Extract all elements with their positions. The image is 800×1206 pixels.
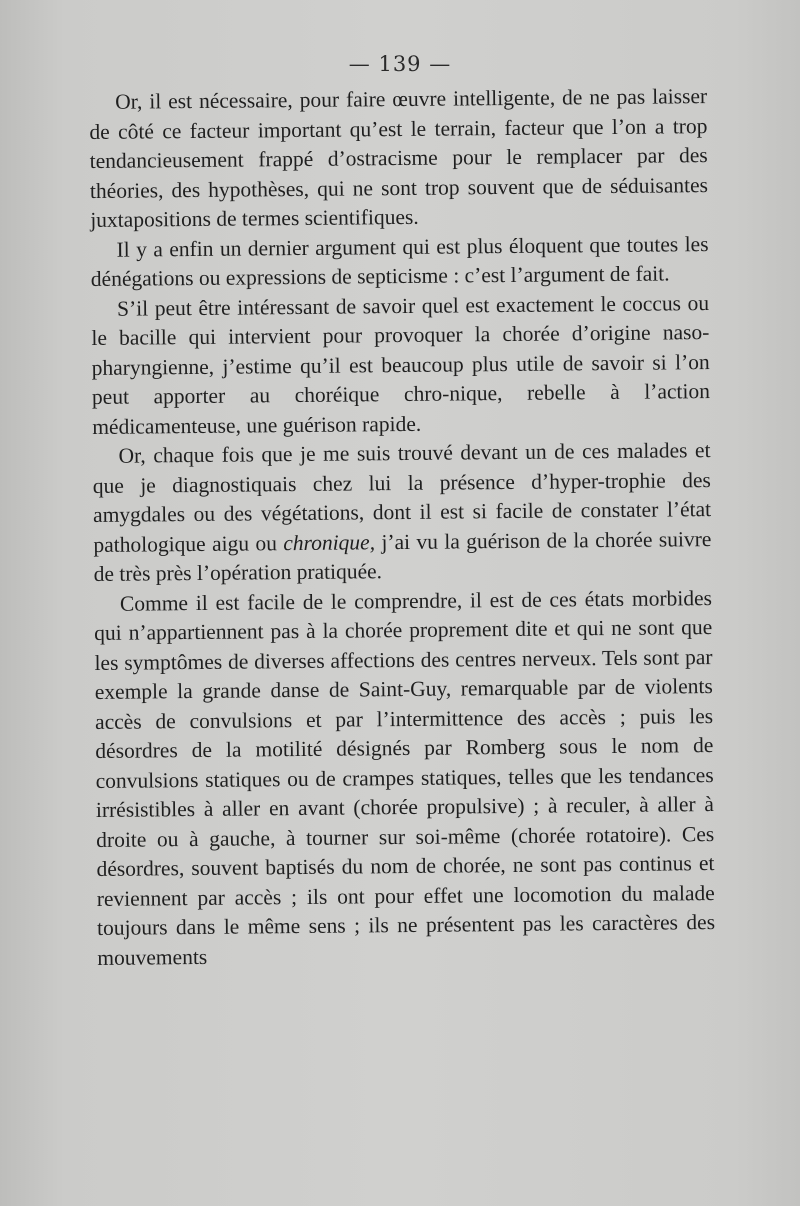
italic-chronique: chronique, bbox=[283, 529, 376, 555]
paragraph-guerison-chorée bbox=[92, 436, 711, 589]
page-number: — 139 — bbox=[348, 52, 452, 76]
paragraph-argument-de-fait: Il y a enfin un dernier argument qui est plus éloquent que toutes les dénégations ou expressions de septicisme : c’est l’argument de fait. bbox=[90, 231, 709, 291]
paragraph-terrain: Or, il est nécessaire, pour faire œuvre intelligente, de ne pas laisser de côté ce facteur important qu’est le terrain, facteur que l’on a trop tendancieusement frappé d’ostracisme pour le remplacer par des théories, des hypothèses, qui ne sont trop souvent que de séduisantes juxtapositions de termes scientifiques. bbox=[89, 84, 709, 232]
paragraph-guerison-text-after: j’ai vu la guérison de la chorée suivre de très près l’opération pratiquée. bbox=[93, 526, 712, 586]
body-text bbox=[89, 82, 715, 973]
paragraph-guerison-text-before: Or, chaque fois que je me suis trouvé devant un de ces malades et que je diagnostiquais chez lui la présence d’hyper-trophie des amygdales ou des végétations, dont il est si facile de constater l’état pathologique aigu ou bbox=[92, 438, 712, 557]
paragraph-coccus-bacille: S’il peut être intéressant de savoir quel est exactement le coccus ou le bacille qui intervient pour provoquer la chorée d’origine naso-pharyngienne, j’estime qu’il est beaucoup plus utile de savoir si l’on peut apporter au choréique chro-nique, rebelle à l’action médicamenteuse, une guérison rapide. bbox=[91, 290, 711, 439]
paragraph-etats-morbides: Comme il est facile de le comprendre, il est de ces états morbides qui n’appartiennent pas à la chorée proprement dite et qui ne sont que les symptômes de diverses affections des centres nerveux. Tels sont par exemple la grande danse de Saint-Guy, remarquable par de violents accès de convulsions et par l’intermittence des accès ; puis les désordres de la motilité désignés par Romberg sous le nom de convulsions statiques ou de crampes statiques, telles que les tendances irrésistibles à aller en avant (chorée propulsive) ; à reculer, à aller à droite ou à gauche, à tourner sur soi-même (chorée rotatoire). Ces désordres, souvent baptisés du nom de chorée, ne sont pas continus et reviennent par accès ; ils ont pour effet une locomotion du malade toujours dans le même sens ; ils ne présentent pas les caractères des mouvements bbox=[94, 585, 716, 970]
